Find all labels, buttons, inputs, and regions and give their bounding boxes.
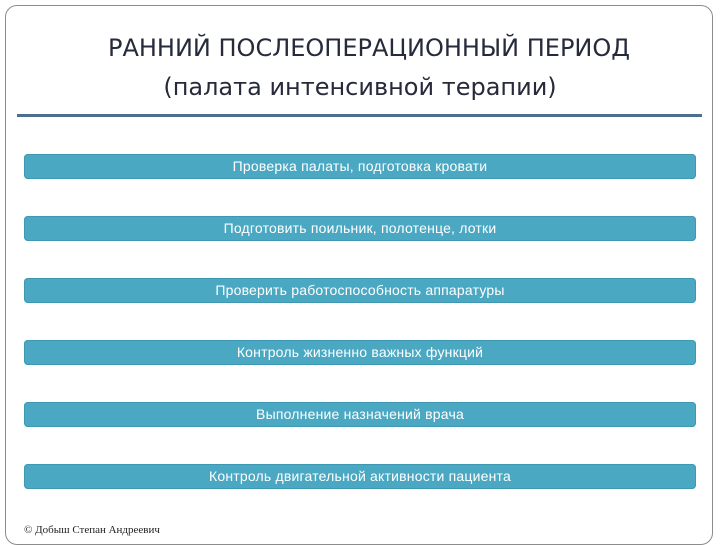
- step-item-4: Контроль жизненно важных функций: [24, 340, 696, 365]
- step-item-2: Подготовить поильник, полотенце, лотки: [24, 216, 696, 241]
- copyright-footer: © Добыш Степан Андреевич: [24, 524, 160, 536]
- steps-list: [24, 154, 696, 526]
- title-divider: [17, 114, 702, 117]
- title-line-1: РАННИЙ ПОСЛЕОПЕРАЦИОННЫЙ ПЕРИОД: [107, 34, 631, 62]
- slide: [5, 5, 713, 545]
- slide-title: [6, 32, 713, 103]
- step-item-5: Выполнение назначений врача: [24, 402, 696, 427]
- step-item-3: Проверить работоспособность аппаратуры: [24, 278, 696, 303]
- title-line-2: (палата интенсивной терапии): [163, 73, 557, 101]
- step-item-6: Контроль двигательной активности пациента: [24, 464, 696, 489]
- step-item-1: Проверка палаты, подготовка кровати: [24, 154, 696, 179]
